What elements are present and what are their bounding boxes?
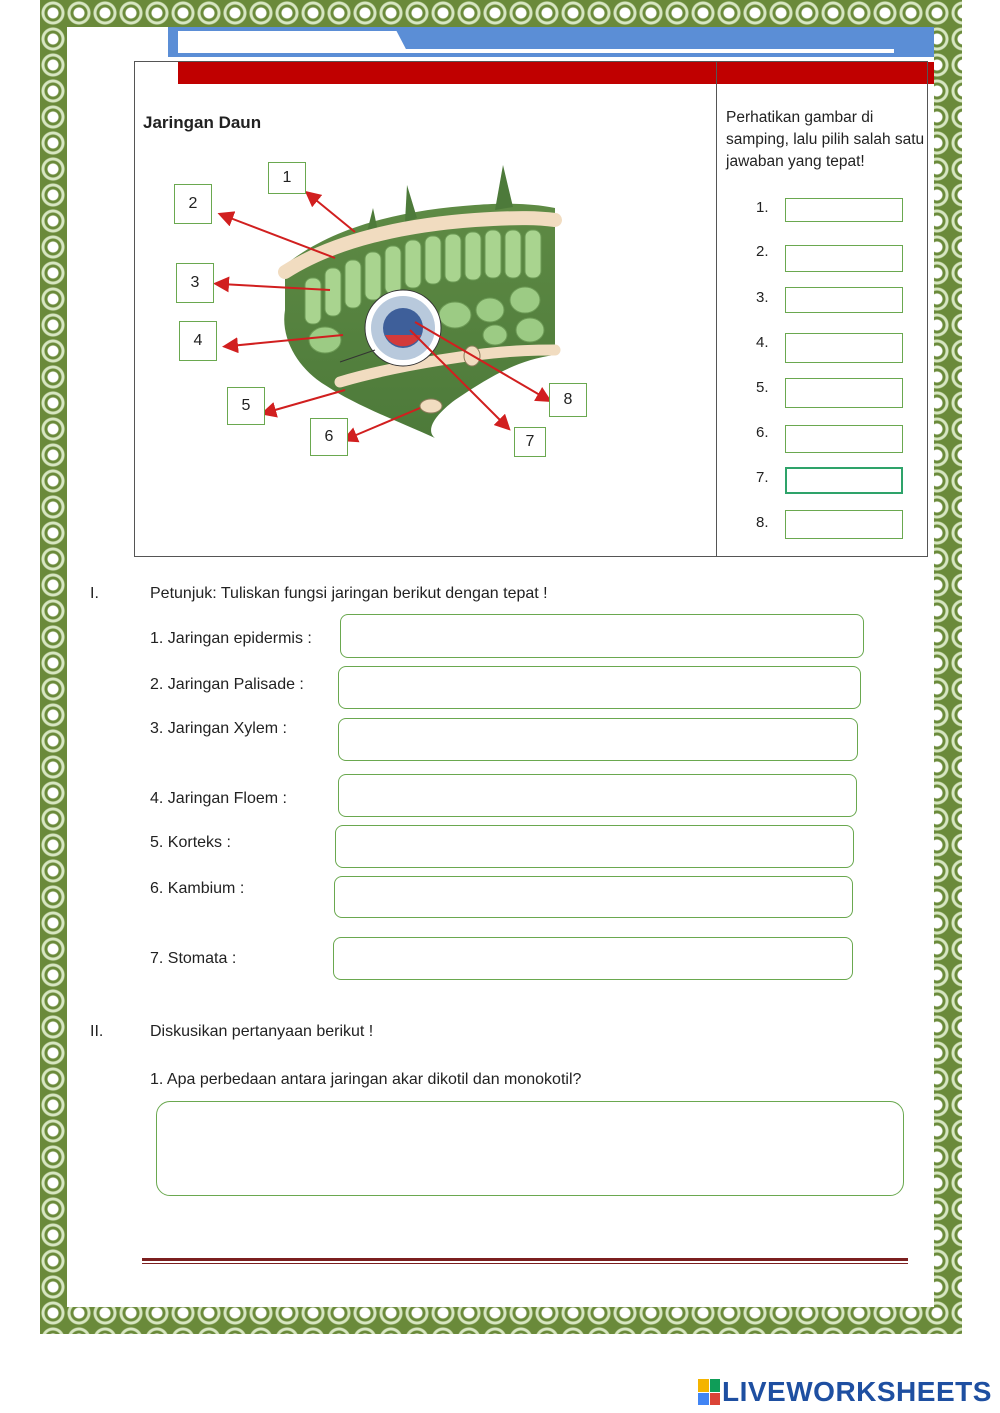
diagram-label-5: 5 — [227, 387, 265, 425]
header-blue-bar-line — [178, 49, 894, 53]
answer-number: 5. — [756, 379, 769, 396]
leaf-hair — [405, 185, 417, 222]
answer-number: 4. — [756, 334, 769, 351]
answer-number: 7. — [756, 469, 769, 486]
answer-box-1[interactable] — [785, 198, 903, 222]
panel-title: Jaringan Daun — [143, 113, 262, 132]
answer-number: 8. — [756, 514, 769, 531]
function-item-kambium: 6. Kambium : — [150, 880, 245, 897]
panel-instruction: Perhatikan gambar di samping, lalu pilih salah satu jawaban yang tepat! — [726, 109, 925, 170]
answer-box-6[interactable] — [785, 425, 903, 453]
diagram-label-6: 6 — [310, 418, 348, 456]
function-item-epidermis: 1. Jaringan epidermis : — [150, 630, 312, 647]
answer-number: 2. — [756, 243, 769, 260]
answer-number: 3. — [756, 289, 769, 306]
answer-box-4[interactable] — [785, 333, 903, 363]
diagram-label-2: 2 — [174, 184, 212, 224]
function-item-korteks: 5. Korteks : — [150, 834, 231, 851]
section-2-number: II. — [90, 1023, 104, 1040]
answer-box-5[interactable] — [785, 378, 903, 408]
section-1-instruction: Petunjuk: Tuliskan fungsi jaringan berikut dengan tepat ! — [150, 585, 548, 602]
answer-box-3[interactable] — [785, 287, 903, 313]
footer-rule-thin — [142, 1263, 908, 1264]
answer-field-palisade[interactable] — [338, 666, 861, 709]
diagram-label-1: 1 — [268, 162, 306, 194]
stoma — [420, 399, 442, 413]
section-2-instruction: Diskusikan pertanyaan berikut ! — [150, 1023, 374, 1040]
answer-field-korteks[interactable] — [335, 825, 854, 868]
diagram-label-7: 7 — [514, 427, 546, 457]
discussion-question: 1. Apa perbedaan antara jaringan akar dikotil dan monokotil? — [150, 1071, 582, 1088]
liveworksheets-logo-icon — [698, 1379, 720, 1405]
answer-field-xylem[interactable] — [338, 718, 858, 761]
answer-number: 6. — [756, 424, 769, 441]
answer-field-floem[interactable] — [338, 774, 857, 817]
brand — [698, 1376, 992, 1408]
diagram-label-4: 4 — [179, 321, 217, 361]
panel-divider — [716, 61, 717, 557]
function-item-stomata: 7. Stomata : — [150, 950, 237, 967]
answer-box-8[interactable] — [785, 510, 903, 539]
answer-box-7[interactable] — [785, 467, 903, 494]
leaf-hair — [495, 165, 513, 210]
answer-field-stomata[interactable] — [333, 937, 853, 980]
section-1-number: I. — [90, 585, 99, 602]
diagram-label-3: 3 — [176, 263, 214, 303]
answer-number: 1. — [756, 199, 769, 216]
function-item-palisade: 2. Jaringan Palisade : — [150, 676, 304, 693]
leaf-cross-section-diagram — [135, 150, 715, 480]
diagram-label-8: 8 — [549, 383, 587, 417]
answer-box-2[interactable] — [785, 245, 903, 272]
function-item-floem: 4. Jaringan Floem : — [150, 790, 287, 807]
brand-name: LIVEWORKSHEETS — [722, 1376, 992, 1407]
answer-field-epidermis[interactable] — [340, 614, 864, 658]
discussion-answer-field[interactable] — [156, 1101, 904, 1196]
function-item-xylem: 3. Jaringan Xylem : — [150, 720, 287, 737]
answer-field-kambium[interactable] — [334, 876, 853, 918]
footer-rule — [142, 1258, 908, 1261]
